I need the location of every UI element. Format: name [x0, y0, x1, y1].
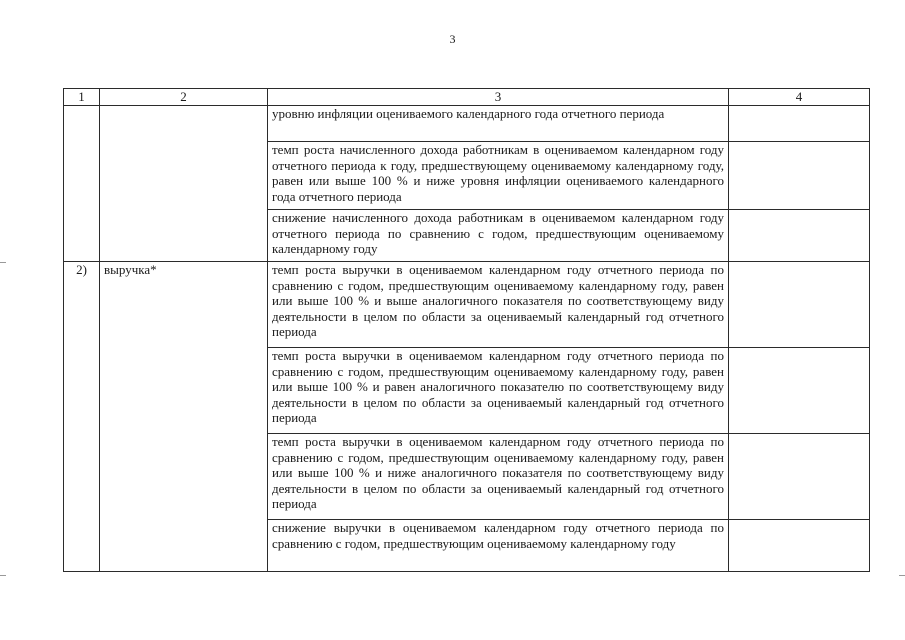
- value-cell: [729, 262, 870, 348]
- table-header-row: [64, 89, 870, 106]
- scan-margin-mark: [899, 575, 905, 576]
- value-cell: [729, 434, 870, 520]
- header-col-3: 3: [268, 89, 729, 106]
- header-col-2: 2: [100, 89, 268, 106]
- value-cell: [729, 210, 870, 262]
- criterion-cell: снижение выручки в оцениваемом календарном году отчетного периода по сравнению с годом, предшествующим оцениваемому календарному году: [268, 520, 729, 572]
- page-number: 3: [449, 32, 456, 46]
- header-col-4: 4: [729, 89, 870, 106]
- value-cell: [729, 106, 870, 142]
- row-number-cell: [64, 106, 100, 262]
- criterion-cell: темп роста выручки в оцениваемом календарном году отчетного периода по сравнению с годом, предшествующим оцениваемому календарному году, равен или выше 100 % и ниже аналогичного показателя по соответствующему виду деятельности в целом по области за оцениваемый календарный год отчетного периода: [268, 434, 729, 520]
- value-cell: [729, 142, 870, 210]
- header-col-1: 1: [64, 89, 100, 106]
- value-cell: [729, 520, 870, 572]
- scan-margin-mark: [0, 575, 6, 576]
- table-row: [64, 106, 870, 142]
- row-number-cell: 2): [64, 262, 100, 572]
- criterion-cell: темп роста выручки в оцениваемом календарном году отчетного периода по сравнению с годом, предшествующим оцениваемому календарному году, равен или выше 100 % и равен аналогичного показателю по соответствующему виду деятельности в целом по области за оцениваемый календарный год отчетного периода: [268, 348, 729, 434]
- criterion-cell: темп роста выручки в оцениваемом календарном году отчетного периода по сравнению с годом, предшествующим оцениваемому календарному году, равен или выше 100 % и выше аналогичного показателя по соответствующему виду деятельности в целом по области за оцениваемый календарный год отчетного периода: [268, 262, 729, 348]
- criteria-table: [63, 88, 870, 572]
- indicator-cell: выручка*: [100, 262, 268, 572]
- table-row: [64, 262, 870, 348]
- criterion-cell: темп роста начисленного дохода работникам в оцениваемом календарном году отчетного периода к году, предшествующему оцениваемому календарному году, равен или выше 100 % и ниже уровня инфляции оцениваемого календарного года отчетного периода: [268, 142, 729, 210]
- criterion-cell: уровню инфляции оцениваемого календарного года отчетного периода: [268, 106, 729, 142]
- value-cell: [729, 348, 870, 434]
- scan-margin-mark: [0, 262, 6, 263]
- criterion-cell: снижение начисленного дохода работникам в оцениваемом календарном году отчетного периода по сравнению с годом, предшествующим оцениваемому календарному году: [268, 210, 729, 262]
- indicator-cell: [100, 106, 268, 262]
